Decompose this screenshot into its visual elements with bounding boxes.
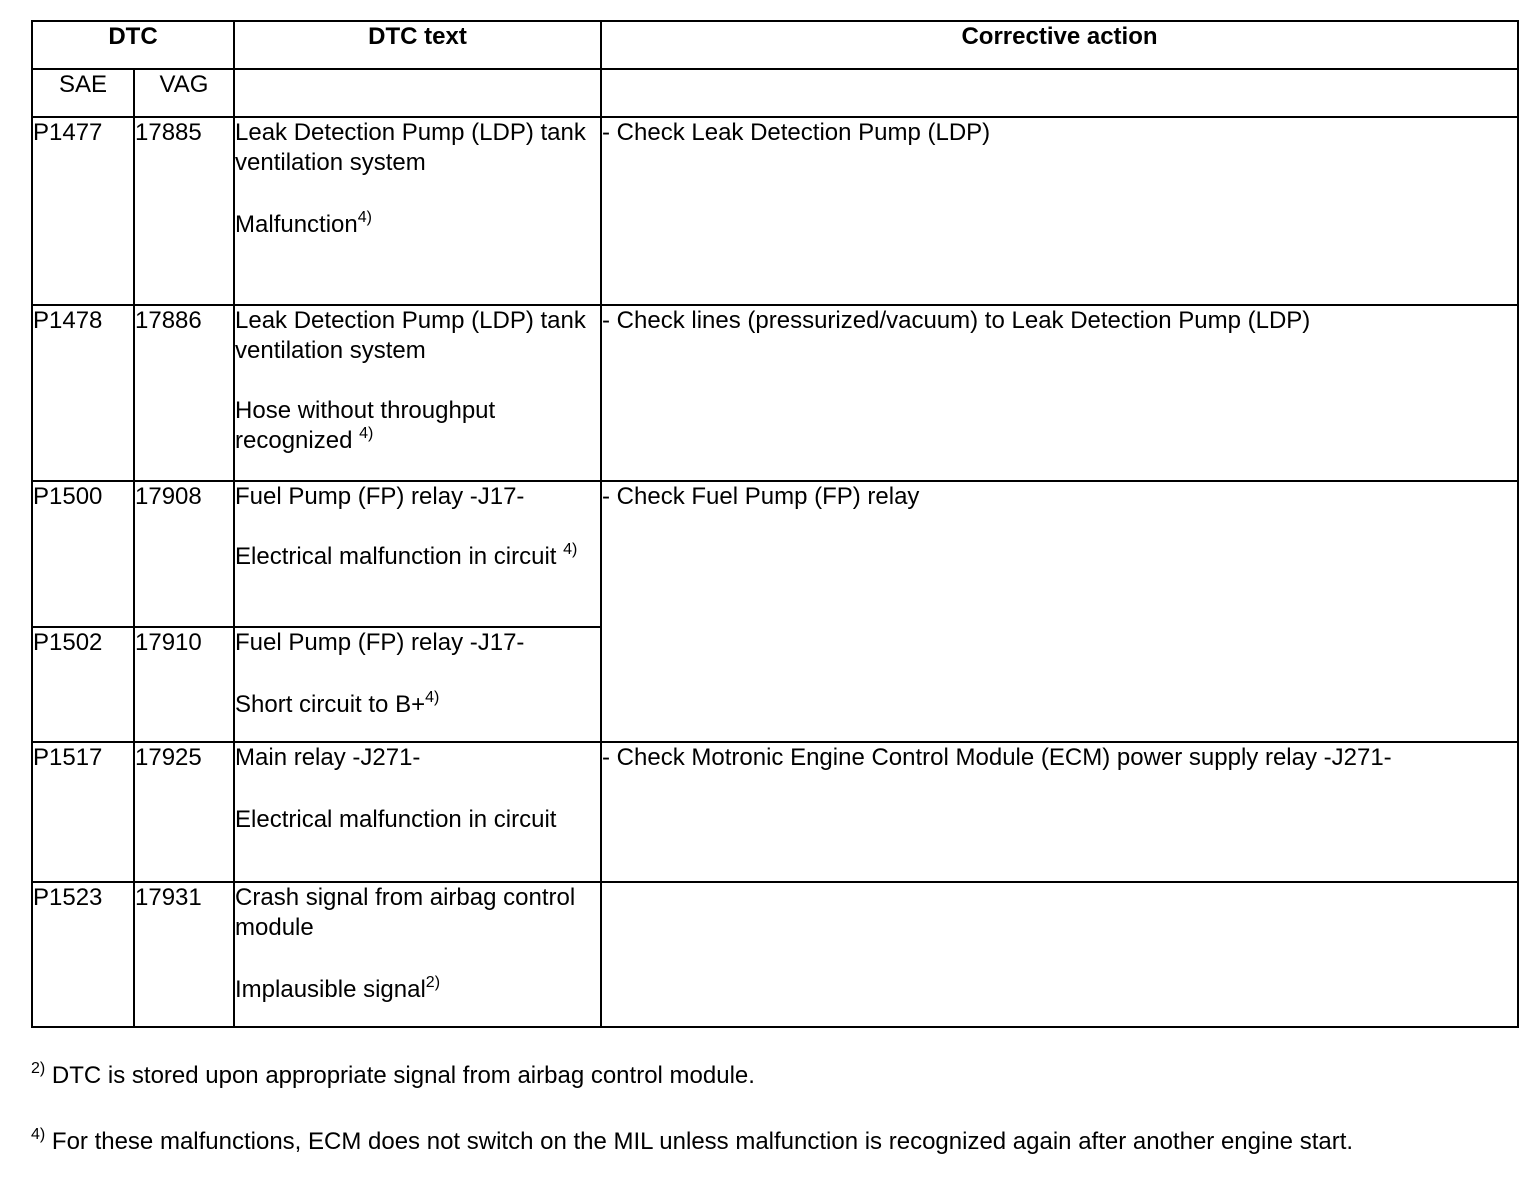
dtc-text-cell [234,305,601,481]
subheader-row [32,69,1518,117]
dtc-text-header: DTC text [234,21,601,69]
dtc-description: Crash signal from airbag control module [235,884,576,941]
fault-type-text: Short circuit to B+ [235,691,426,718]
footnote-ref: 4) [357,209,372,226]
dtc-text-cell [234,742,601,882]
sae-code: P1517 [32,742,134,882]
corrective-action-header: Corrective action [601,21,1518,69]
dtc-fault-type [235,690,600,720]
footnote-2 [31,1062,755,1090]
corrective-action: - Check Fuel Pump (FP) relay [601,481,1518,742]
dtc-text-cell [234,882,601,1027]
dtc-fault-type [235,542,600,572]
fault-type-text: Electrical malfunction in circuit [235,543,564,570]
footnote-text: For these malfunctions, ECM does not switch on the MIL unless malfunction is recognized again after another engine start. [45,1128,1354,1155]
fault-type-text: Implausible signal [235,976,426,1003]
sae-code: P1500 [32,481,134,627]
dtc-description: Leak Detection Pump (LDP) tank ventilation system [235,307,586,364]
footnote-ref: 4) [425,689,440,706]
header-row [32,21,1518,69]
dtc-description: Fuel Pump (FP) relay -J17- [235,629,525,656]
vag-code: 17885 [134,117,234,305]
sae-code: P1478 [32,305,134,481]
footnote-mark: 4) [31,1126,46,1143]
table-row [32,305,1518,481]
sae-header: SAE [32,69,134,117]
footnote-4 [31,1128,1353,1156]
dtc-fault-type: Electrical malfunction in circuit [235,806,557,833]
vag-code: 17925 [134,742,234,882]
dtc-text-cell [234,117,601,305]
dtc-description: Main relay -J271- [235,744,421,771]
table-row [32,117,1518,305]
dtc-description: Leak Detection Pump (LDP) tank ventilation system [235,119,586,176]
dtc-fault-type [235,975,600,1005]
corrective-action: - Check Motronic Engine Control Module (ECM) power supply relay -J271- [601,742,1518,882]
fault-type-text: Hose without throughput recognized [235,397,496,454]
vag-code: 17910 [134,627,234,742]
corrective-action: - Check lines (pressurized/vacuum) to Leak Detection Pump (LDP) [601,305,1518,481]
sae-code: P1523 [32,882,134,1027]
vag-code: 17886 [134,305,234,481]
sae-code: P1502 [32,627,134,742]
footnote-text: DTC is stored upon appropriate signal from airbag control module. [45,1062,755,1089]
dtc-text-cell [234,627,601,742]
empty-subheader-cell [601,69,1518,117]
dtc-table [31,20,1519,1028]
table-row [32,742,1518,882]
footnote-ref: 4) [563,541,578,558]
dtc-fault-type [235,396,600,456]
dtc-fault-type [235,210,600,240]
footnote-ref: 4) [359,425,374,442]
table-row [32,481,1518,627]
vag-code: 17931 [134,882,234,1027]
fault-type-text: Malfunction [235,211,358,238]
vag-code: 17908 [134,481,234,627]
corrective-action: - Check Leak Detection Pump (LDP) [601,117,1518,305]
corrective-action [601,882,1518,1027]
footnote-mark: 2) [31,1060,46,1077]
dtc-description: Fuel Pump (FP) relay -J17- [235,483,525,510]
table-row [32,882,1518,1027]
dtc-text-cell [234,481,601,627]
sae-code: P1477 [32,117,134,305]
vag-header: VAG [134,69,234,117]
dtc-header: DTC [32,21,234,69]
footnote-ref: 2) [425,974,441,991]
empty-subheader-cell [234,69,601,117]
